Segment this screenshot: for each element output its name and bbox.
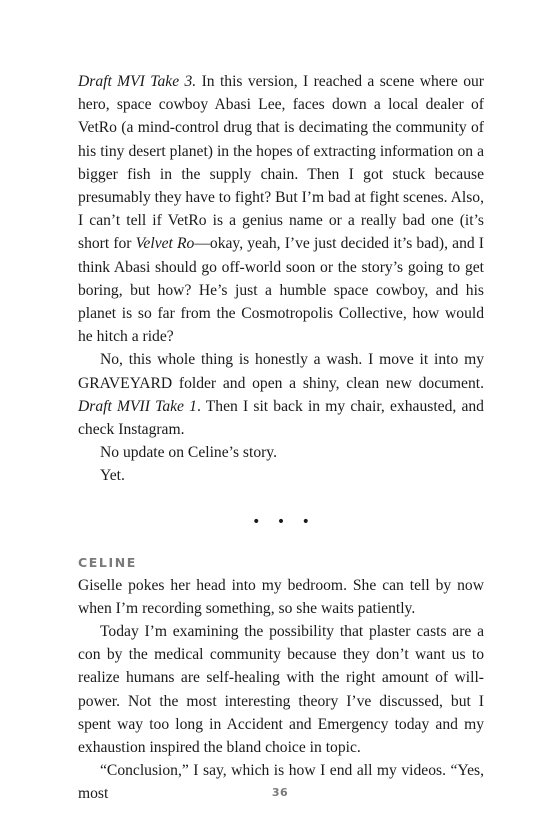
paragraph-graveyard (78, 348, 484, 441)
chapter-heading: CELINE (78, 554, 137, 570)
drug-name-italic: Velvet Ro (135, 235, 195, 253)
paragraph-giselle: Giselle pokes her head into my bedroom. She can tell by now when I’m recording something, so she waits patiently. (78, 576, 484, 617)
paragraph-draft-mvi (78, 70, 484, 348)
paragraph-conclusion: “Conclusion,” I say, which is how I end all my videos. “Yes, most (78, 762, 484, 803)
paragraph-yet: Yet. (100, 467, 125, 485)
paragraph-no-update: No update on Celine’s story. (100, 444, 277, 462)
paragraph-text: In this version, I reached a scene where our hero, space cowboy Abasi Lee, faces down a local dealer of VetRo (a mind-control drug that is decimating the community of his tiny desert planet) in the hopes of extracting information on a bigger fish in the supply chain. Then I got stuck because presumably they have to fight? But I’m bad at fight scenes. Also, I can’t tell if VetRo is a genius name or a really bad one (it’s short for (78, 73, 484, 253)
section-break: • • • (252, 513, 316, 530)
page-number: 36 (271, 786, 289, 799)
paragraph-text: —okay, yeah, I’ve just decided it’s bad), and I think Abasi should go off-world soon or the story’s going to get boring, but how? He’s just a humble space cowboy, and his planet is so far from the Cosmotropolis Collective, how would he hitch a ride? (78, 235, 484, 346)
book-page-body (78, 70, 484, 806)
paragraph-text: . Then I sit back in my chair, exhausted, and check Instagram. (78, 397, 484, 439)
paragraph-text: No, this whole thing is honestly a wash. I move it into my GRAVEYARD folder and open a shiny, clean new document. (78, 351, 484, 392)
paragraph-plaster-casts: Today I’m examining the possibility that plaster casts are a con by the medical community because they don’t want us to realize humans are self-healing with the right amount of willpower. Not the most interesting theory I’ve discussed, but I spent way too long in Accident and Emergency today and my exhaustion inspired the bland choice in topic. (78, 623, 484, 757)
draft-title-italic: Draft MVII Take 1 (78, 397, 197, 415)
draft-title-italic: Draft MVI Take 3. (78, 73, 197, 90)
